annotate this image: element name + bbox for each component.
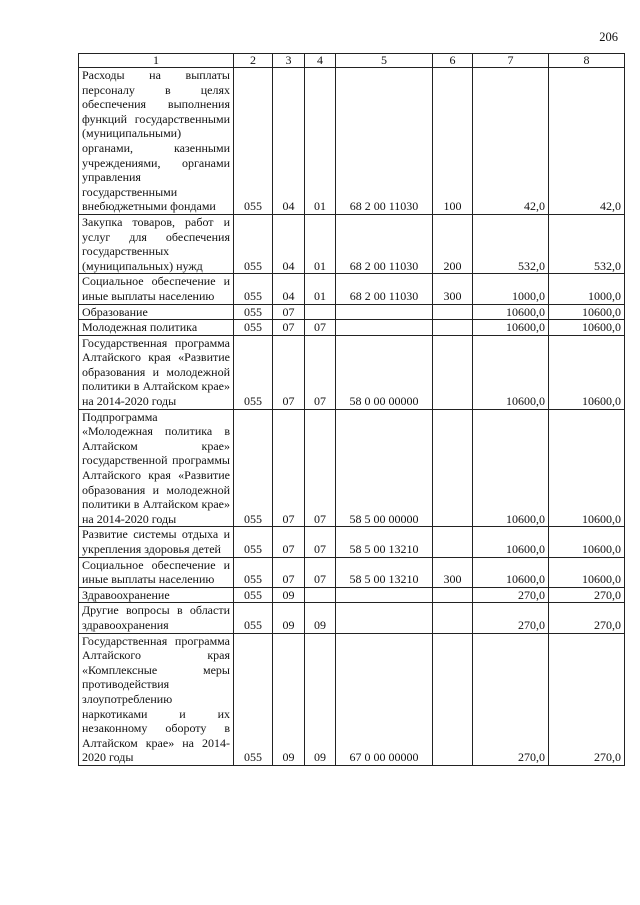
cell-section: 07	[273, 557, 305, 587]
cell-section: 07	[273, 335, 305, 409]
row-description: Государственная программа Алтайского края «Развитие образования и молодежной политики в Алтайском крае» на 2014-2020 годы	[79, 335, 234, 409]
row-description: Молодежная политика	[79, 320, 234, 336]
cell-subsection: 09	[305, 633, 336, 765]
cell-amount-year1: 270,0	[473, 633, 549, 765]
table-row	[79, 409, 625, 527]
cell-amount-year2: 10600,0	[549, 304, 625, 320]
cell-amount-year2: 1000,0	[549, 274, 625, 304]
cell-subsection: 01	[305, 274, 336, 304]
cell-section: 09	[273, 603, 305, 633]
row-description: Образование	[79, 304, 234, 320]
cell-ministry-code: 055	[234, 603, 273, 633]
cell-section: 09	[273, 633, 305, 765]
cell-target-article	[336, 320, 433, 336]
cell-subsection: 07	[305, 335, 336, 409]
cell-amount-year1: 10600,0	[473, 320, 549, 336]
cell-subsection	[305, 304, 336, 320]
table-row	[79, 603, 625, 633]
cell-expense-type	[433, 335, 473, 409]
cell-amount-year2: 270,0	[549, 633, 625, 765]
cell-amount-year1: 10600,0	[473, 335, 549, 409]
row-description: Развитие системы отдыха и укрепления здоровья детей	[79, 527, 234, 557]
cell-target-article	[336, 603, 433, 633]
header-col-4: 4	[305, 54, 336, 68]
cell-ministry-code: 055	[234, 587, 273, 603]
cell-expense-type	[433, 409, 473, 527]
row-description: Закупка товаров, работ и услуг для обеспечения государственных (муниципальных) нужд	[79, 214, 234, 273]
cell-ministry-code: 055	[234, 68, 273, 215]
cell-amount-year2: 10600,0	[549, 527, 625, 557]
cell-target-article: 58 5 00 13210	[336, 557, 433, 587]
cell-subsection: 01	[305, 214, 336, 273]
table-row	[79, 304, 625, 320]
cell-expense-type	[433, 304, 473, 320]
cell-amount-year1: 270,0	[473, 603, 549, 633]
header-col-7: 7	[473, 54, 549, 68]
cell-target-article: 58 5 00 00000	[336, 409, 433, 527]
row-description: Здравоохранение	[79, 587, 234, 603]
table-row	[79, 335, 625, 409]
cell-section: 04	[273, 274, 305, 304]
cell-expense-type: 300	[433, 274, 473, 304]
row-description: Расходы на выплаты персоналу в целях обеспечения выполнения функций государственными (муниципальными) органами, казенными учреждениями, органами управления государственными внебюджетными фондами	[79, 68, 234, 215]
table-row	[79, 587, 625, 603]
cell-amount-year2: 532,0	[549, 214, 625, 273]
cell-ministry-code: 055	[234, 557, 273, 587]
cell-amount-year1: 10600,0	[473, 527, 549, 557]
row-description: Государственная программа Алтайского края «Комплексные меры противодействия злоупотреблению наркотиками и их незаконному обороту в Алтайском крае» на 2014-2020 годы	[79, 633, 234, 765]
cell-expense-type	[433, 587, 473, 603]
header-col-3: 3	[273, 54, 305, 68]
table-row	[79, 527, 625, 557]
cell-amount-year2: 10600,0	[549, 335, 625, 409]
cell-target-article	[336, 587, 433, 603]
cell-subsection: 01	[305, 68, 336, 215]
cell-section: 07	[273, 527, 305, 557]
table-row	[79, 68, 625, 215]
cell-expense-type: 300	[433, 557, 473, 587]
cell-amount-year1: 10600,0	[473, 557, 549, 587]
cell-amount-year1: 10600,0	[473, 409, 549, 527]
cell-target-article: 67 0 00 00000	[336, 633, 433, 765]
table-row	[79, 633, 625, 765]
cell-expense-type: 200	[433, 214, 473, 273]
cell-amount-year1: 1000,0	[473, 274, 549, 304]
cell-expense-type	[433, 527, 473, 557]
cell-subsection: 07	[305, 557, 336, 587]
cell-ministry-code: 055	[234, 304, 273, 320]
cell-ministry-code: 055	[234, 320, 273, 336]
row-description: Подпрограмма «Молодежная политика в Алтайском крае» государственной программы Алтайского края «Развитие образования и молодежной политики в Алтайском крае» на 2014-2020 годы	[79, 409, 234, 527]
cell-section: 04	[273, 68, 305, 215]
cell-section: 07	[273, 409, 305, 527]
header-col-8: 8	[549, 54, 625, 68]
cell-amount-year2: 270,0	[549, 587, 625, 603]
cell-amount-year2: 42,0	[549, 68, 625, 215]
cell-amount-year1: 532,0	[473, 214, 549, 273]
table-row	[79, 214, 625, 273]
row-description: Социальное обеспечение и иные выплаты населению	[79, 274, 234, 304]
table-row	[79, 274, 625, 304]
cell-section: 09	[273, 587, 305, 603]
header-col-2: 2	[234, 54, 273, 68]
cell-subsection	[305, 587, 336, 603]
header-col-1: 1	[79, 54, 234, 68]
cell-ministry-code: 055	[234, 527, 273, 557]
header-col-6: 6	[433, 54, 473, 68]
cell-amount-year2: 10600,0	[549, 320, 625, 336]
cell-subsection: 07	[305, 527, 336, 557]
cell-subsection: 07	[305, 409, 336, 527]
cell-section: 04	[273, 214, 305, 273]
cell-subsection: 07	[305, 320, 336, 336]
cell-section: 07	[273, 304, 305, 320]
cell-amount-year1: 10600,0	[473, 304, 549, 320]
cell-expense-type	[433, 320, 473, 336]
cell-expense-type	[433, 633, 473, 765]
cell-expense-type	[433, 603, 473, 633]
cell-ministry-code: 055	[234, 633, 273, 765]
cell-ministry-code: 055	[234, 274, 273, 304]
cell-amount-year2: 10600,0	[549, 557, 625, 587]
cell-amount-year2: 270,0	[549, 603, 625, 633]
table-row	[79, 320, 625, 336]
table-row	[79, 557, 625, 587]
table-body	[79, 68, 625, 766]
cell-target-article	[336, 304, 433, 320]
cell-target-article: 68 2 00 11030	[336, 214, 433, 273]
budget-table	[78, 53, 625, 766]
cell-ministry-code: 055	[234, 335, 273, 409]
row-description: Другие вопросы в области здравоохранения	[79, 603, 234, 633]
cell-amount-year2: 10600,0	[549, 409, 625, 527]
cell-amount-year1: 42,0	[473, 68, 549, 215]
cell-target-article: 68 2 00 11030	[336, 68, 433, 215]
row-description: Социальное обеспечение и иные выплаты населению	[79, 557, 234, 587]
cell-ministry-code: 055	[234, 214, 273, 273]
cell-amount-year1: 270,0	[473, 587, 549, 603]
header-row	[79, 54, 625, 68]
header-col-5: 5	[336, 54, 433, 68]
cell-ministry-code: 055	[234, 409, 273, 527]
cell-target-article: 58 5 00 13210	[336, 527, 433, 557]
cell-section: 07	[273, 320, 305, 336]
cell-target-article: 58 0 00 00000	[336, 335, 433, 409]
page-number: 206	[599, 30, 618, 44]
cell-subsection: 09	[305, 603, 336, 633]
cell-target-article: 68 2 00 11030	[336, 274, 433, 304]
cell-expense-type: 100	[433, 68, 473, 215]
